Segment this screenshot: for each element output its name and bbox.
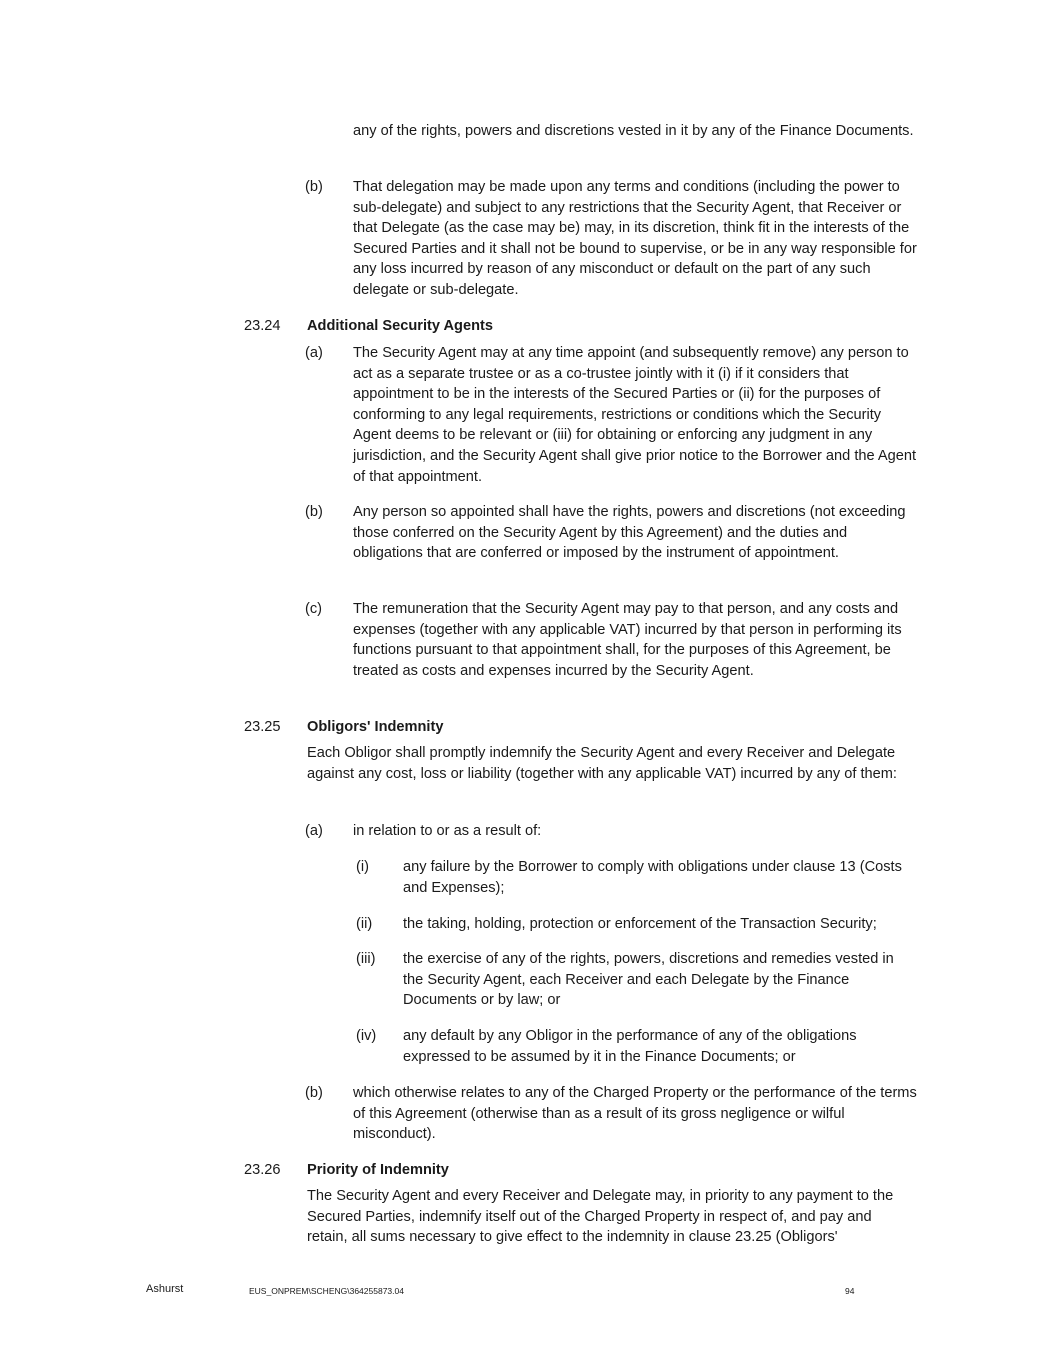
list-item-text: The Security Agent may at any time appoint (and subsequently remove) any person to act as a separate trustee or as a co-trustee jointly with it (i) if it considers that appointment to be in the interests of the Secured Parties or (ii) for the purposes of conforming to any legal requirements, restrictions or conditions which the Security Agent deems to be relevant or (iii) for obtaining or enforcing any judgment in any jurisdiction, and the Security Agent shall give prior notice to the Borrower and the Agent of that appointment. xyxy=(353,345,916,485)
section-number-23-25: 23.25 xyxy=(244,719,281,735)
section-title-23-24: Additional Security Agents xyxy=(307,318,493,334)
list-item-text: in relation to or as a result of: xyxy=(353,823,542,839)
section-title-23-25: Obligors' Indemnity xyxy=(307,719,444,735)
list-item-label: (a) xyxy=(305,345,323,361)
indemnity-intro: Each Obligor shall promptly indemnify the Security Agent and every Receiver and Delegate against any cost, loss or liability (together with any applicable VAT) incurred by any of them: xyxy=(307,745,897,782)
list-item-text: Any person so appointed shall have the rights, powers and discretions (not exceeding those conferred on the Security Agent by this Agreement) and the duties and obligations that are conferred or imposed by the instrument of appointment. xyxy=(353,504,906,562)
list-item-label: (a) xyxy=(305,823,323,839)
footer-firm: Ashurst xyxy=(146,1283,184,1295)
delegation-item-label: (b) xyxy=(305,179,323,195)
sub-item-text: any default by any Obligor in the performance of any of the obligations expressed to be assumed by it in the Finance Documents; or xyxy=(403,1028,857,1065)
page-number: 94 xyxy=(845,1286,855,1296)
list-item-text: The remuneration that the Security Agent may pay to that person, and any costs and expenses (together with any applicable VAT) incurred by that person in performing its functions pursuant to that appointment shall, for the purposes of this Agreement, be treated as costs and expenses incurred by the Security Agent. xyxy=(353,601,902,679)
continuation-paragraph: any of the rights, powers and discretions vested in it by any of the Finance Documents. xyxy=(353,123,914,139)
section-number-23-24: 23.24 xyxy=(244,318,281,334)
list-item-label: (c) xyxy=(305,601,323,617)
list-item-text: which otherwise relates to any of the Charged Property or the performance of the terms of this Agreement (otherwise than as a result of its gross negligence or wilful misconduct). xyxy=(353,1085,917,1143)
list-item-label: (b) xyxy=(305,1085,323,1101)
sub-item-text: any failure by the Borrower to comply with obligations under clause 13 (Costs and Expenses); xyxy=(403,859,902,896)
section-title-23-26: Priority of Indemnity xyxy=(307,1162,449,1178)
sub-item-text: the exercise of any of the rights, powers, discretions and remedies vested in the Security Agent, each Receiver and each Delegate by the Finance Documents or by law; or xyxy=(403,951,894,1009)
section-number-23-26: 23.26 xyxy=(244,1162,281,1178)
sub-item-label: (iv) xyxy=(356,1028,377,1044)
list-item-label: (b) xyxy=(305,504,323,520)
priority-paragraph: The Security Agent and every Receiver and Delegate may, in priority to any payment to the Secured Parties, indemnify itself out of the Charged Property in respect of, and pay and retain, all sums necessary to give effect to the indemnity in clause 23.25 (Obligors' xyxy=(307,1188,894,1246)
sub-item-label: (iii) xyxy=(356,951,376,967)
sub-item-label: (ii) xyxy=(356,916,373,932)
delegation-item-text: That delegation may be made upon any terms and conditions (including the power to sub-delegate) and subject to any restrictions that the Security Agent, that Receiver or that Delegate (as the case may be) may, in its discretion, think fit in the interests of the Secured Parties and it shall not be bound to supervise, or be in any way responsible for any loss incurred by reason of any misconduct or default on the part of any such delegate or sub-delegate. xyxy=(353,179,917,298)
sub-item-label: (i) xyxy=(356,859,369,875)
footer-doc-ref: EUS_ONPREM\SCHENG\364255873.04 xyxy=(249,1286,404,1296)
sub-item-text: the taking, holding, protection or enforcement of the Transaction Security; xyxy=(403,916,877,932)
